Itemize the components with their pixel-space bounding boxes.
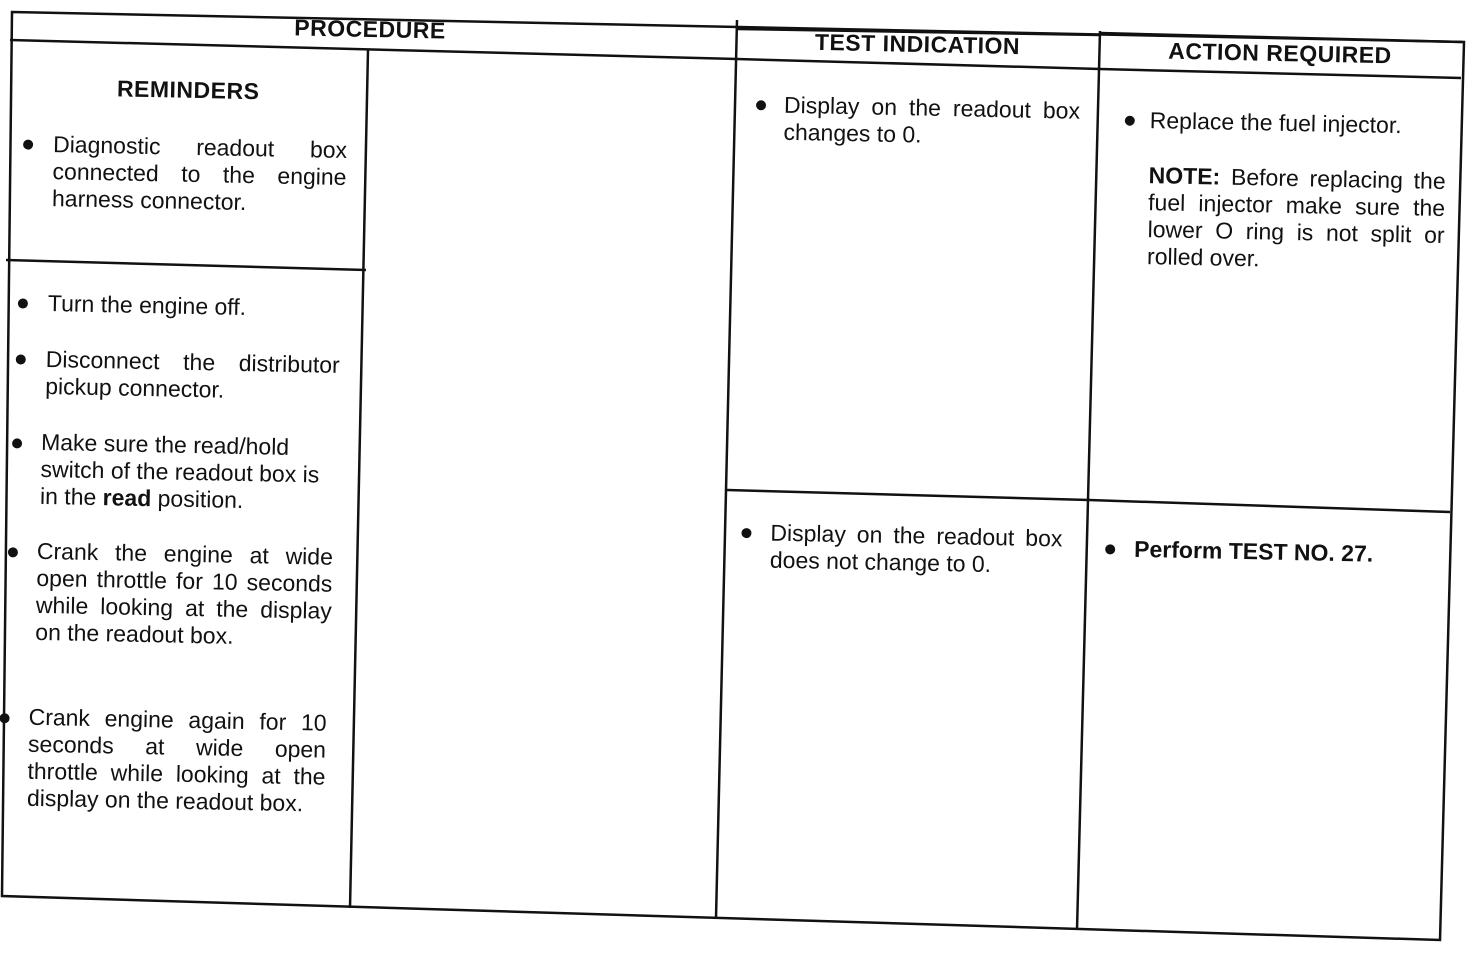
note-label: NOTE: [1148,162,1221,190]
indication-changes-to-zero: Display on the readout box changes to 0. [783,91,1081,148]
action-note [1147,162,1446,276]
indication-does-not-change: Display on the readout box does not change to 0. [769,519,1063,578]
step-switch-suffix: position. [151,485,244,513]
step-crank-again: Crank engine again for 10 seconds at wide open throttle while looking at the display on the readout box. [26,703,327,817]
step-disconnect-pickup: Disconnect the distributor pickup connector. [45,345,341,403]
action-perform-test-27: Perform TEST NO. 27. [1133,535,1374,567]
procedure-header: PROCEDURE [294,14,447,44]
step-crank-wide-open: Crank the engine at wide open throttle for 10 seconds while looking at the display on the readout box. [35,537,334,649]
reminder-item: Diagnostic readout box connected to the engine harness connector. [51,131,348,215]
bullet-icon [16,354,26,364]
bullet-icon [741,528,751,538]
bullet-icon [8,547,18,557]
step-turn-engine-off: Turn the engine off. [47,290,247,320]
bullet-icon [18,298,28,308]
bullet-icon [756,100,766,110]
step-switch-read: read [102,484,152,512]
bullet-icon [1105,544,1115,554]
bullet-icon [1125,116,1135,126]
bullet-icon [23,139,33,149]
test-indication-header: TEST INDICATION [814,28,1021,60]
reminders-title: REMINDERS [116,75,260,105]
bullet-icon [12,438,22,448]
bullet-icon [0,713,10,723]
step-read-hold-switch [40,429,338,516]
action-replace-injector: Replace the fuel injector. [1149,107,1402,139]
step-switch-text: Make sure the read/hold switch of the readout box is in the [39,428,320,511]
action-required-header: ACTION REQUIRED [1168,37,1392,69]
note-text: Before replacing the fuel injector make sure the lower O ring is not split or rolled over. [1146,163,1446,272]
